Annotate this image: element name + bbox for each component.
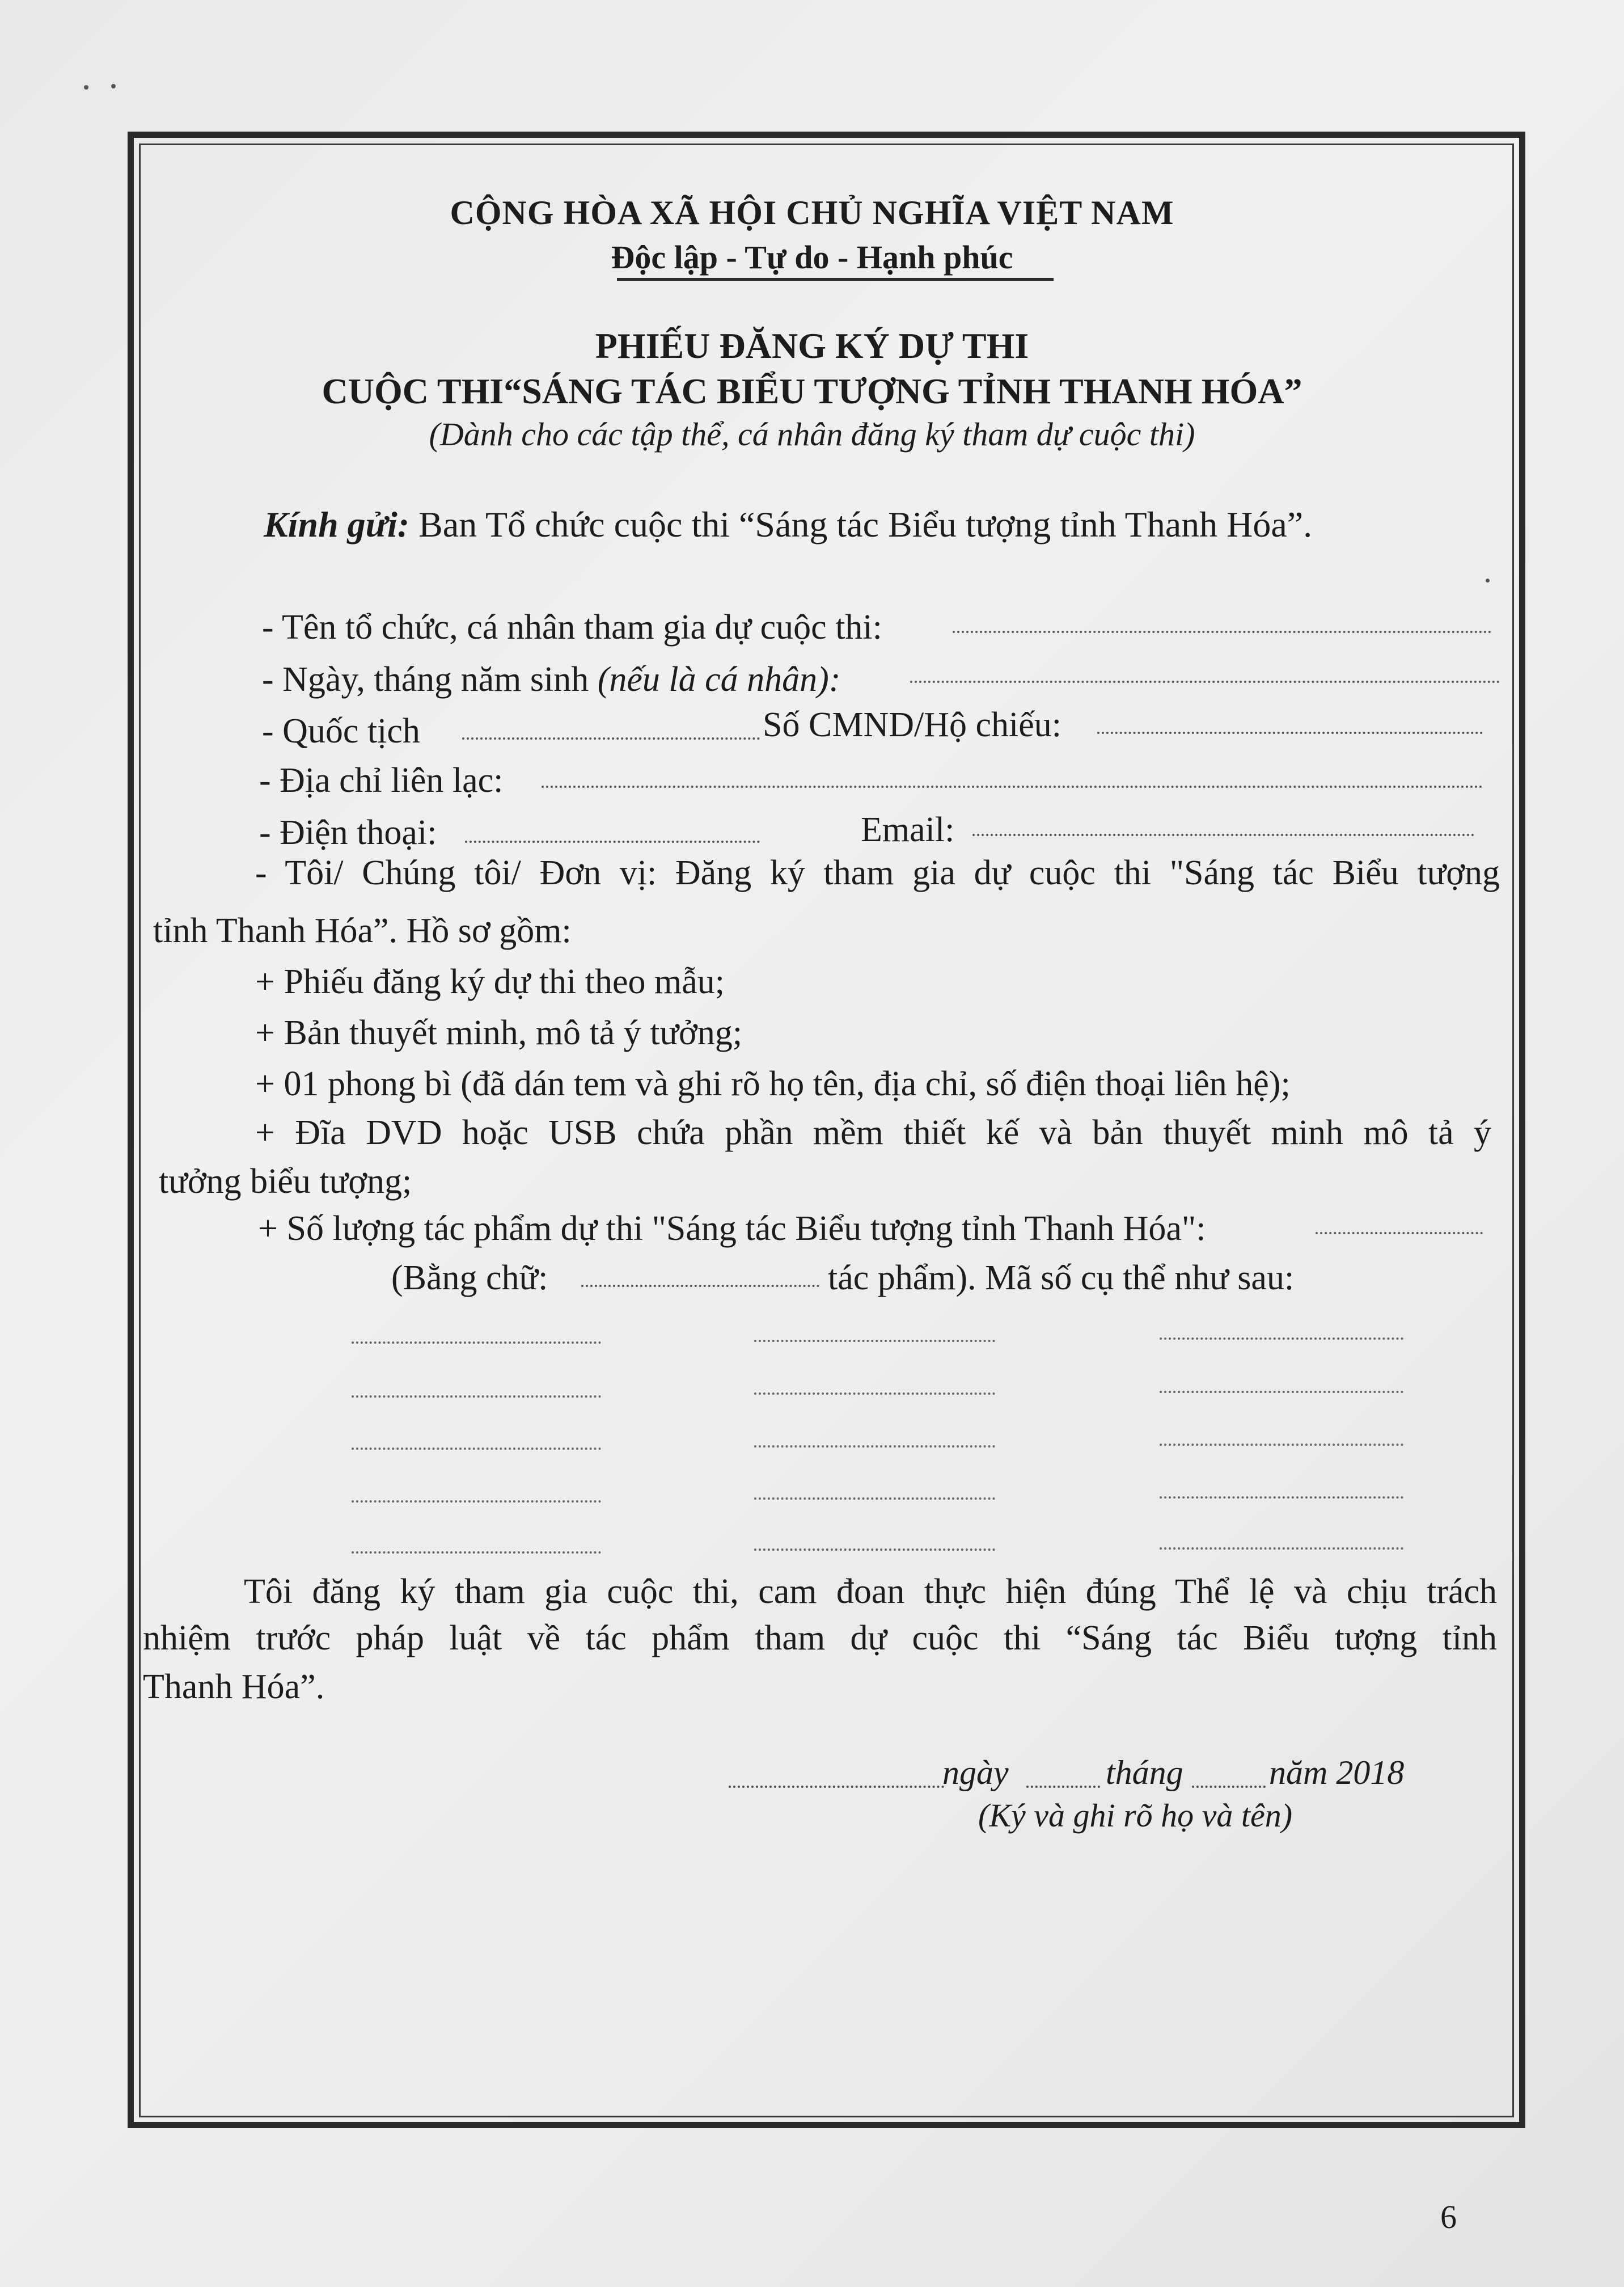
paper-mark	[111, 84, 116, 88]
phone-field[interactable]	[465, 841, 760, 843]
recipient-label: Kính gửi:	[264, 504, 410, 545]
checklist-item-4: + Đĩa DVD hoặc USB chứa phần mềm thiết kế và bản thuyết minh mô tả ý	[255, 1113, 1491, 1152]
code-field[interactable]	[754, 1340, 995, 1342]
email-label: Email:	[861, 811, 955, 849]
code-field[interactable]	[352, 1448, 601, 1450]
code-field[interactable]	[352, 1341, 601, 1344]
code-field[interactable]	[754, 1445, 995, 1448]
commitment-line-2: nhiệm trước pháp luật về tác phẩm tham dự cuộc thi “Sáng tác Biểu tượng tỉnh	[143, 1619, 1497, 1657]
page-number: 6	[1440, 2199, 1457, 2235]
recipient-line	[264, 504, 1313, 545]
signature-note: (Ký và ghi rõ họ và tên)	[978, 1797, 1293, 1834]
commitment-line-1: Tôi đăng ký tham gia cuộc thi, cam đoan thực hiện đúng Thể lệ và chịu trách	[244, 1572, 1497, 1611]
address-field[interactable]	[542, 786, 1483, 788]
code-field[interactable]	[754, 1497, 995, 1500]
address-label: - Địa chỉ liên lạc:	[259, 761, 504, 800]
code-field[interactable]	[1160, 1496, 1403, 1499]
month-label: tháng	[1106, 1754, 1183, 1791]
recipient-text: Ban Tổ chức cuộc thi “Sáng tác Biểu tượng tỉnh Thanh Hóa”.	[418, 504, 1313, 545]
code-field[interactable]	[754, 1393, 995, 1395]
in-words-prefix: (Bằng chữ:	[391, 1259, 548, 1297]
code-field[interactable]	[352, 1551, 601, 1554]
checklist-item-1: + Phiếu đăng ký dự thi theo mẫu;	[255, 963, 725, 1001]
entry-count-label: + Số lượng tác phẩm dự thi "Sáng tác Biểu tượng tỉnh Thanh Hóa":	[258, 1209, 1206, 1248]
form-subtitle: (Dành cho các tập thể, cá nhân đăng ký tham dự cuộc thi)	[429, 416, 1195, 453]
checklist-item-2: + Bản thuyết minh, mô tả ý tưởng;	[255, 1014, 743, 1052]
in-words-field[interactable]	[581, 1285, 819, 1287]
email-field[interactable]	[972, 834, 1474, 836]
org-name-label: - Tên tổ chức, cá nhân tham gia dự cuộc thi:	[262, 608, 882, 647]
dob-line	[262, 662, 840, 697]
in-words-suffix: tác phẩm). Mã số cụ thể như sau:	[828, 1259, 1295, 1297]
checklist-item-3: + 01 phong bì (đã dán tem và ghi rõ họ tên, địa chỉ, số điện thoại liên hệ);	[255, 1065, 1291, 1103]
code-field[interactable]	[1160, 1547, 1403, 1550]
code-field[interactable]	[352, 1500, 601, 1503]
commitment-line-3: Thanh Hóa”.	[143, 1668, 325, 1706]
code-field[interactable]	[1160, 1337, 1403, 1340]
checklist-item-4-cont: tưởng biểu tượng;	[159, 1162, 412, 1201]
code-field[interactable]	[1160, 1391, 1403, 1393]
month-field[interactable]	[1192, 1786, 1266, 1788]
nationality-field[interactable]	[462, 737, 760, 740]
code-field[interactable]	[1160, 1444, 1403, 1446]
phone-label: - Điện thoại:	[259, 813, 437, 852]
dob-label: - Ngày, tháng năm sinh	[262, 660, 589, 699]
org-name-field[interactable]	[953, 631, 1491, 633]
code-field[interactable]	[352, 1395, 601, 1398]
republic-heading: CỘNG HÒA XÃ HỘI CHỦ NGHĨA VIỆT NAM	[450, 194, 1174, 231]
motto-underline	[617, 278, 1054, 281]
place-field[interactable]	[729, 1786, 944, 1788]
contest-title: CUỘC THI“SÁNG TÁC BIỂU TƯỢNG TỈNH THANH HÓA”	[322, 371, 1302, 411]
paper-mark	[1486, 579, 1490, 583]
day-label: ngày	[942, 1754, 1009, 1791]
code-field[interactable]	[754, 1548, 995, 1551]
nationality-label: - Quốc tịch	[262, 712, 420, 750]
form-title: PHIẾU ĐĂNG KÝ DỰ THI	[595, 326, 1029, 366]
day-field[interactable]	[1026, 1786, 1100, 1788]
id-card-field[interactable]	[1097, 732, 1483, 734]
registration-line-1: - Tôi/ Chúng tôi/ Đơn vị: Đăng ký tham gia dự cuộc thi "Sáng tác Biểu tượng	[255, 854, 1500, 892]
year-label: năm 2018	[1269, 1754, 1405, 1791]
dob-field[interactable]	[910, 681, 1500, 683]
paper-mark	[84, 85, 88, 90]
motto: Độc lập - Tự do - Hạnh phúc	[611, 239, 1013, 276]
entry-count-field[interactable]	[1316, 1232, 1483, 1234]
dob-note: (nếu là cá nhân):	[597, 660, 841, 699]
id-card-label: Số CMND/Hộ chiếu:	[763, 706, 1061, 744]
registration-line-2: tỉnh Thanh Hóa”. Hồ sơ gồm:	[153, 912, 572, 950]
